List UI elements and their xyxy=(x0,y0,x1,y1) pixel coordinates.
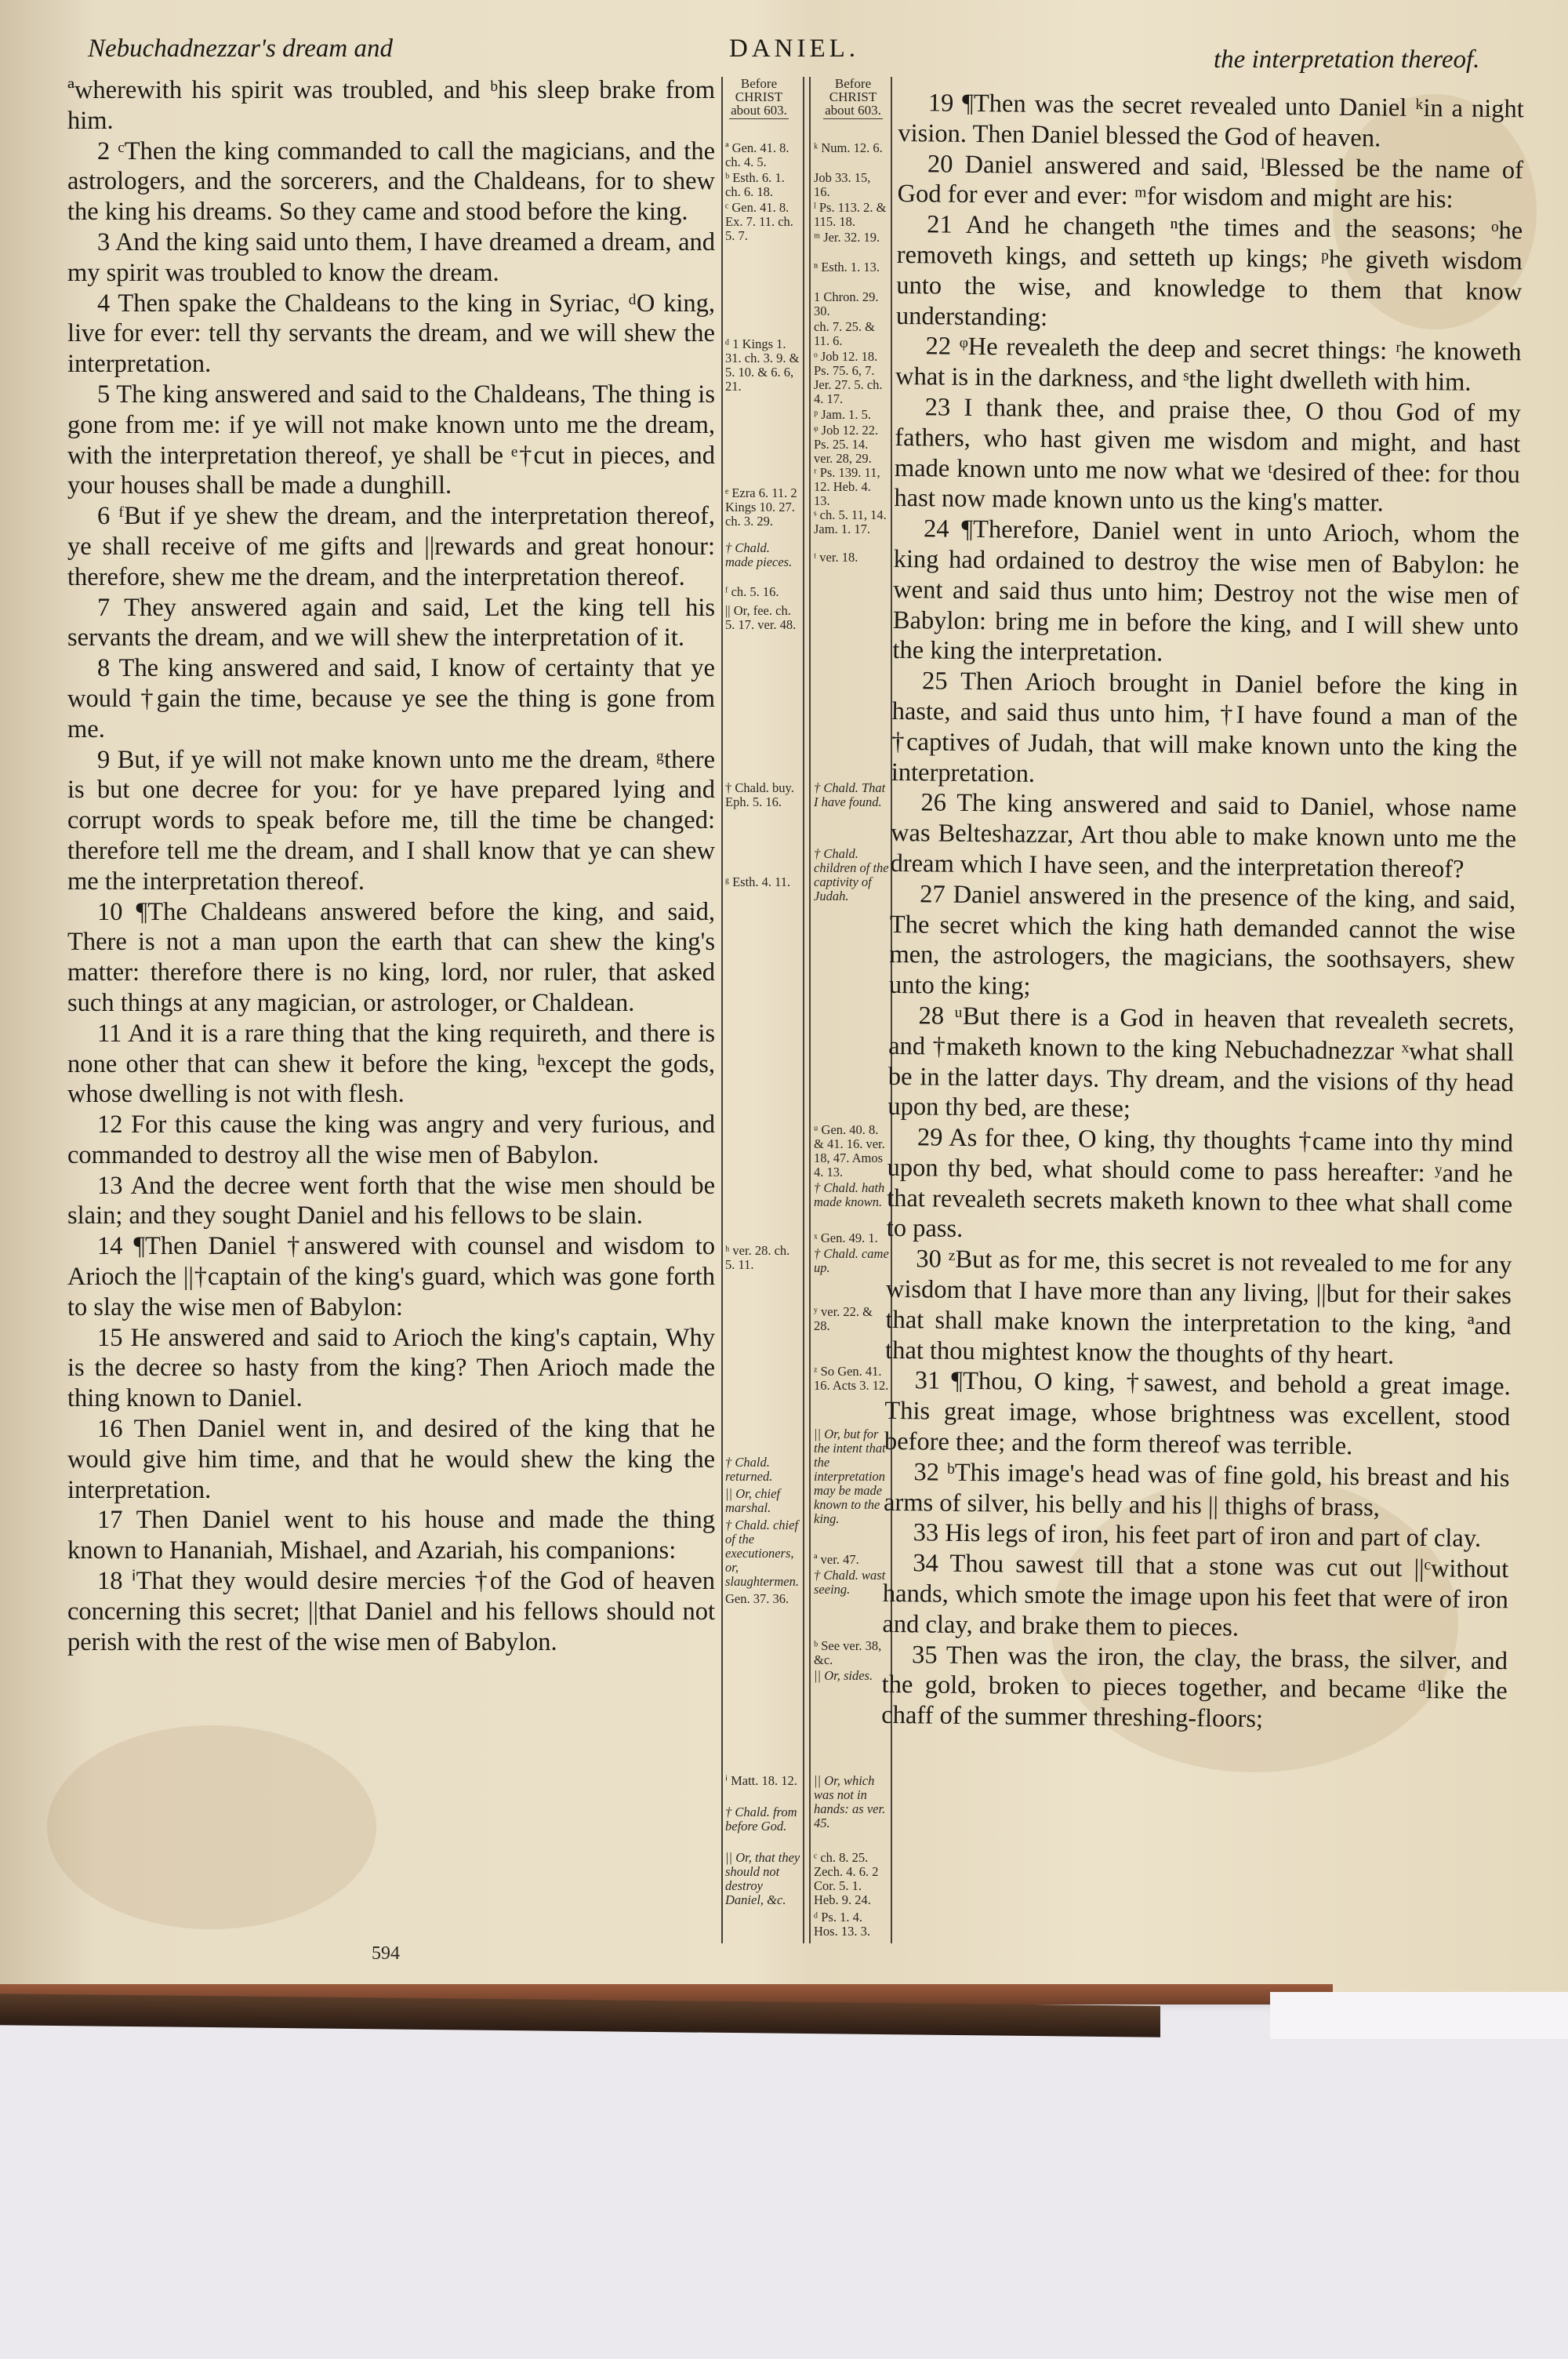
margin-note: ʰ ver. 28. ch. 5. 11. xyxy=(725,1243,790,1272)
running-header-book: DANIEL. xyxy=(729,35,860,63)
verse: 9 But, if ye will not make known unto me the dream, ᵍthere is but one decree for you: for ye have prepared lying and corrupt words to speak before me, till the time be changed: therefore tell me the dream, and I shall know that ye can shew me the interpretation thereof. xyxy=(67,745,715,896)
verse: 33 His legs of iron, his feet part of iron and part of clay. xyxy=(913,1518,1482,1554)
verse: 31 ¶Thou, O king, †sawest, and behold a great image. This great image, whose brightness was excellent, stood before thee; and the form thereof was terrible. xyxy=(884,1366,1511,1461)
verse: 20 Daniel answered and said, ˡBlessed be the name of God for ever and ever: ᵐfor wisdom and might are his: xyxy=(897,149,1524,214)
margin-note: ᵈ Ps. 1. 4. Hos. 13. 3. xyxy=(814,1910,870,1939)
margin-note: † Chald. hath made known. xyxy=(814,1180,885,1209)
verse: 14 ¶Then Daniel †answered with counsel and wisdom to Arioch the ||†captain of the king's guard, which was gone forth to slay the wise men of Babylon: xyxy=(67,1232,715,1321)
margin-head-right xyxy=(815,77,891,121)
verse: 24 ¶Therefore, Daniel went in unto Arioch, whom the king had ordained to destroy the wise men of Babylon: he went and said thus unto him; Destroy not the wise men of Babylon: bring me in before the king, and I will shew unto the king the interpretation. xyxy=(892,514,1520,667)
scripture-column-right xyxy=(881,88,1524,1737)
margin-note: 1 Chron. 29. 30. xyxy=(814,289,879,318)
verse: 6 ᶠBut if ye shew the dream, and the interpretation thereof, ye shall receive of me gifts and ||rewards and great honour: therefore, shew me the dream, and the interpretation thereof. xyxy=(67,502,715,591)
verse: 12 For this cause the king was angry and very furious, and commanded to destroy all the wise men of Babylon. xyxy=(67,1110,715,1169)
margin-note: ⁿ Esth. 1. 13. xyxy=(814,260,880,274)
under-page xyxy=(1270,1992,1568,2039)
running-header-right: the interpretation thereof. xyxy=(1214,45,1480,74)
margin-note: † Chald. chief of the executioners, or, slaughtermen. xyxy=(725,1518,799,1589)
margin-note: ᵘ Gen. 40. 8. & 41. 16. ver. 18, 47. Amos 4. 13. xyxy=(814,1122,885,1180)
verse: 8 The king answered and said, I know of certainty that ye would †gain the time, because ye see the thing is gone from me. xyxy=(67,654,715,743)
verse: 35 Then was the iron, the clay, the brass, the silver, and the gold, broken to pieces together, and became ᵈlike the chaff of the summer threshing-floors; xyxy=(881,1640,1508,1734)
margin-note: ʸ ver. 22. & 28. xyxy=(814,1304,873,1333)
margin-note: ᶜ Gen. 41. 8. Ex. 7. 11. ch. 5. 7. xyxy=(725,200,793,243)
verse: 19 ¶Then was the secret revealed unto Daniel ᵏin a night vision. Then Daniel blessed the God of heaven. xyxy=(898,89,1524,153)
margin-note: ᵍ Esth. 4. 11. xyxy=(725,874,791,889)
page-number: 594 xyxy=(372,1943,400,1964)
margin-note: ʳ Ps. 139. 11, 12. Heb. 4. 13. xyxy=(814,465,880,508)
verse: 15 He answered and said to Arioch the king's captain, Why is the decree so hasty from the king? Then Arioch made the thing known to Daniel. xyxy=(67,1323,715,1413)
verse: 16 Then Daniel went in, and desired of the king that he would give him time, and that he would shew the king the interpretation. xyxy=(67,1415,715,1504)
margin-head-christ: CHRIST xyxy=(735,89,783,104)
margin-note: † Chald. returned. xyxy=(725,1455,773,1484)
margin-note: ᵗ ver. 18. xyxy=(814,550,858,565)
margin-note: ᵠ Job 12. 22. Ps. 25. 14. ver. 28, 29. xyxy=(814,423,879,466)
margin-note: ª Gen. 41. 8. ch. 4. 5. xyxy=(725,140,789,169)
margin-note: || Or, chief marshal. xyxy=(725,1486,781,1515)
margin-note: † Chald. from before God. xyxy=(725,1805,797,1834)
verse: 23 I thank thee, and praise thee, O thou God of my fathers, who hast given me wisdom and might, and hast made known unto me now what we ᵗdesired of thee: for thou hast now made known unto us the king's matter. xyxy=(894,393,1521,518)
margin-note: Gen. 37. 36. xyxy=(725,1591,789,1606)
margin-note: ᵈ 1 Kings 1. 31. ch. 3. 9. & 5. 10. & 6. 6, 21. xyxy=(725,336,800,394)
verse: 22 ᵠHe revealeth the deep and secret things: ʳhe knoweth what is in the darkness, and ˢthe light dwelleth with him. xyxy=(895,332,1522,397)
margin-note: || Or, but for the intent that the interpretation may be made known to the king. xyxy=(814,1427,886,1526)
margin-head-date: about 603. xyxy=(731,103,787,118)
margin-note: ch. 7. 25. & 11. 6. xyxy=(814,319,875,348)
margin-rule xyxy=(809,77,811,1943)
verse: 32 ᵇThis image's head was of fine gold, his breast and his arms of silver, his belly and his || thighs of brass, xyxy=(883,1458,1510,1522)
margin-note: || Or, fee. ch. 5. 17. ver. 48. xyxy=(725,603,797,632)
margin-note: ᶻ So Gen. 41. 16. Acts 3. 12. xyxy=(814,1364,889,1393)
verse: 5 The king answered and said to the Chaldeans, The thing is gone from me: if ye will not make known unto me the dream, with the interpretation thereof, ye shall be ᵉ†cut in pieces, and your houses shall be made a dunghill. xyxy=(67,380,715,500)
margin-note: ˡ Ps. 113. 2. & 115. 18. xyxy=(814,200,887,229)
margin-note: Job 33. 15, 16. xyxy=(814,170,871,199)
margin-note: ᵏ Num. 12. 6. xyxy=(814,140,883,155)
paper-stain xyxy=(47,1725,376,1929)
margin-note: ˢ ch. 5. 11, 14. Jam. 1. 17. xyxy=(814,507,887,536)
margin-note: † Chald. That I have found. xyxy=(814,780,886,809)
verse: 30 ᶻBut as for me, this secret is not revealed to me for any wisdom that I have more than any living, ||but for their sakes that shall make known the interpretation to the king, ªand that thou mightest know the thoughts of thy heart. xyxy=(884,1245,1512,1370)
margin-note: ª ver. 47. xyxy=(814,1552,859,1567)
verse: 11 And it is a rare thing that the king requireth, and there is none other that can shew it before the king, ʰexcept the gods, whose dwelling is not with flesh. xyxy=(67,1019,715,1109)
verse: 26 The king answered and said to Daniel, whose name was Belteshazzar, Art thou able to make known unto me the dream which I have seen, and the interpretation thereof? xyxy=(890,788,1517,884)
verse: 2 ᶜThen the king commanded to call the magicians, and the astrologers, and the sorcerers, and the Chaldeans, for to shew the king his dreams. So they came and stood before the king. xyxy=(67,136,715,227)
verse: 27 Daniel answered in the presence of the king, and said, The secret which the king hath demanded cannot the wise men, the astrologers, the magicians, the soothsayers, shew unto the king; xyxy=(888,880,1516,1001)
margin-note: † Chald. made pieces. xyxy=(725,540,793,569)
verse: 7 They answered again and said, Let the king tell his servants the dream, and we will shew the interpretation of it. xyxy=(67,593,715,652)
margin-note: ᵉ Ezra 6. 11. 2 Kings 10. 27. ch. 3. 29. xyxy=(725,485,797,529)
margin-note: || Or, which was not in hands: as ver. 45. xyxy=(814,1773,886,1830)
margin-rule xyxy=(803,77,804,1943)
verse: 34 Thou sawest till that a stone was cut out ||ᶜwithout hands, which smote the image upon his feet that were of iron and clay, and brake them to pieces. xyxy=(882,1549,1509,1642)
margin-note: † Chald. came up. xyxy=(814,1246,889,1275)
verse: 21 And he changeth ⁿthe times and the seasons; ᵒhe removeth kings, and setteth up kings; ᵖhe giveth wisdom unto the wise, and knowledge to them that know understanding: xyxy=(895,210,1523,332)
margin-rule xyxy=(721,77,723,1943)
margin-head-date: about 603. xyxy=(825,103,881,118)
verse: 25 Then Arioch brought in Daniel before the king in haste, and said thus unto him, †I have found a man of the †captives of Judah, that will make known unto the king the interpretation. xyxy=(891,667,1519,788)
margin-note: † Chald. children of the captivity of Judah. xyxy=(814,846,889,903)
running-header-left: Nebuchadnezzar's dream and xyxy=(88,35,393,63)
margin-note: ᵇ See ver. 38, &c. xyxy=(814,1638,882,1667)
margin-note: || Or, that they should not destroy Daniel, &c. xyxy=(725,1850,800,1907)
verse: 17 Then Daniel went to his house and made the thing known to Hananiah, Mishael, and Azariah, his companions: xyxy=(67,1506,715,1565)
margin-note: ᶜ ch. 8. 25. Zech. 4. 6. 2 Cor. 5. 1. Heb. 9. 24. xyxy=(814,1850,879,1907)
margin-note: ᵒ Job 12. 18. Ps. 75. 6, 7. Jer. 27. 5. ch. 4. 17. xyxy=(814,349,883,406)
scripture-column-left xyxy=(67,75,715,1657)
margin-note: ᶠ ch. 5. 16. xyxy=(725,584,779,599)
verse: 4 Then spake the Chaldeans to the king in Syriac, ᵈO king, live for ever: tell thy servants the dream, and we will shew the interpretation. xyxy=(67,289,715,379)
margin-note: ᵐ Jer. 32. 19. xyxy=(814,230,880,245)
verse: 29 As for thee, O king, thy thoughts †came into thy mind upon thy bed, what should come to pass hereafter: ʸand he that revealeth secrets maketh known to thee what shall come to pass. xyxy=(886,1123,1514,1244)
margin-head-left xyxy=(721,77,797,121)
verse: 3 And the king said unto them, I have dreamed a dream, and my spirit was troubled to know the dream. xyxy=(67,227,715,287)
verse: 10 ¶The Chaldeans answered before the king, and said, There is not a man upon the earth that can shew the king's matter: therefore there is no king, lord, nor ruler, that asked such things at any magician, or astrologer, or Chaldean. xyxy=(67,897,715,1017)
verse: ªwherewith his spirit was troubled, and ᵇhis sleep brake from him. xyxy=(67,76,715,135)
margin-note: † Chald. wast seeing. xyxy=(814,1568,886,1597)
margin-note: ⁱ Matt. 18. 12. xyxy=(725,1773,797,1788)
margin-note: || Or, sides. xyxy=(814,1668,873,1683)
margin-head-christ: CHRIST xyxy=(829,89,877,104)
verse: 13 And the decree went forth that the wise men should be slain; and they sought Daniel and his fellows to be slain. xyxy=(67,1171,715,1230)
verse: 28 ᵘBut there is a God in heaven that revealeth secrets, and †maketh known to the king Nebuchadnezzar ˣwhat shall be in the latter days. Thy dream, and the visions of thy head upon thy bed, are these; xyxy=(887,1001,1515,1124)
margin-head-before: Before xyxy=(740,76,778,91)
margin-note: † Chald. buy. Eph. 5. 16. xyxy=(725,780,794,809)
margin-note: ˣ Gen. 49. 1. xyxy=(814,1230,878,1245)
margin-note: ᵖ Jam. 1. 5. xyxy=(814,407,871,422)
margin-head-before: Before xyxy=(834,76,872,91)
verse: 18 ⁱThat they would desire mercies †of the God of heaven concerning this secret; ||that Daniel and his fellows should not perish with the rest of the wise men of Babylon. xyxy=(67,1567,715,1656)
margin-note: ᵇ Esth. 6. 1. ch. 6. 18. xyxy=(725,170,785,199)
